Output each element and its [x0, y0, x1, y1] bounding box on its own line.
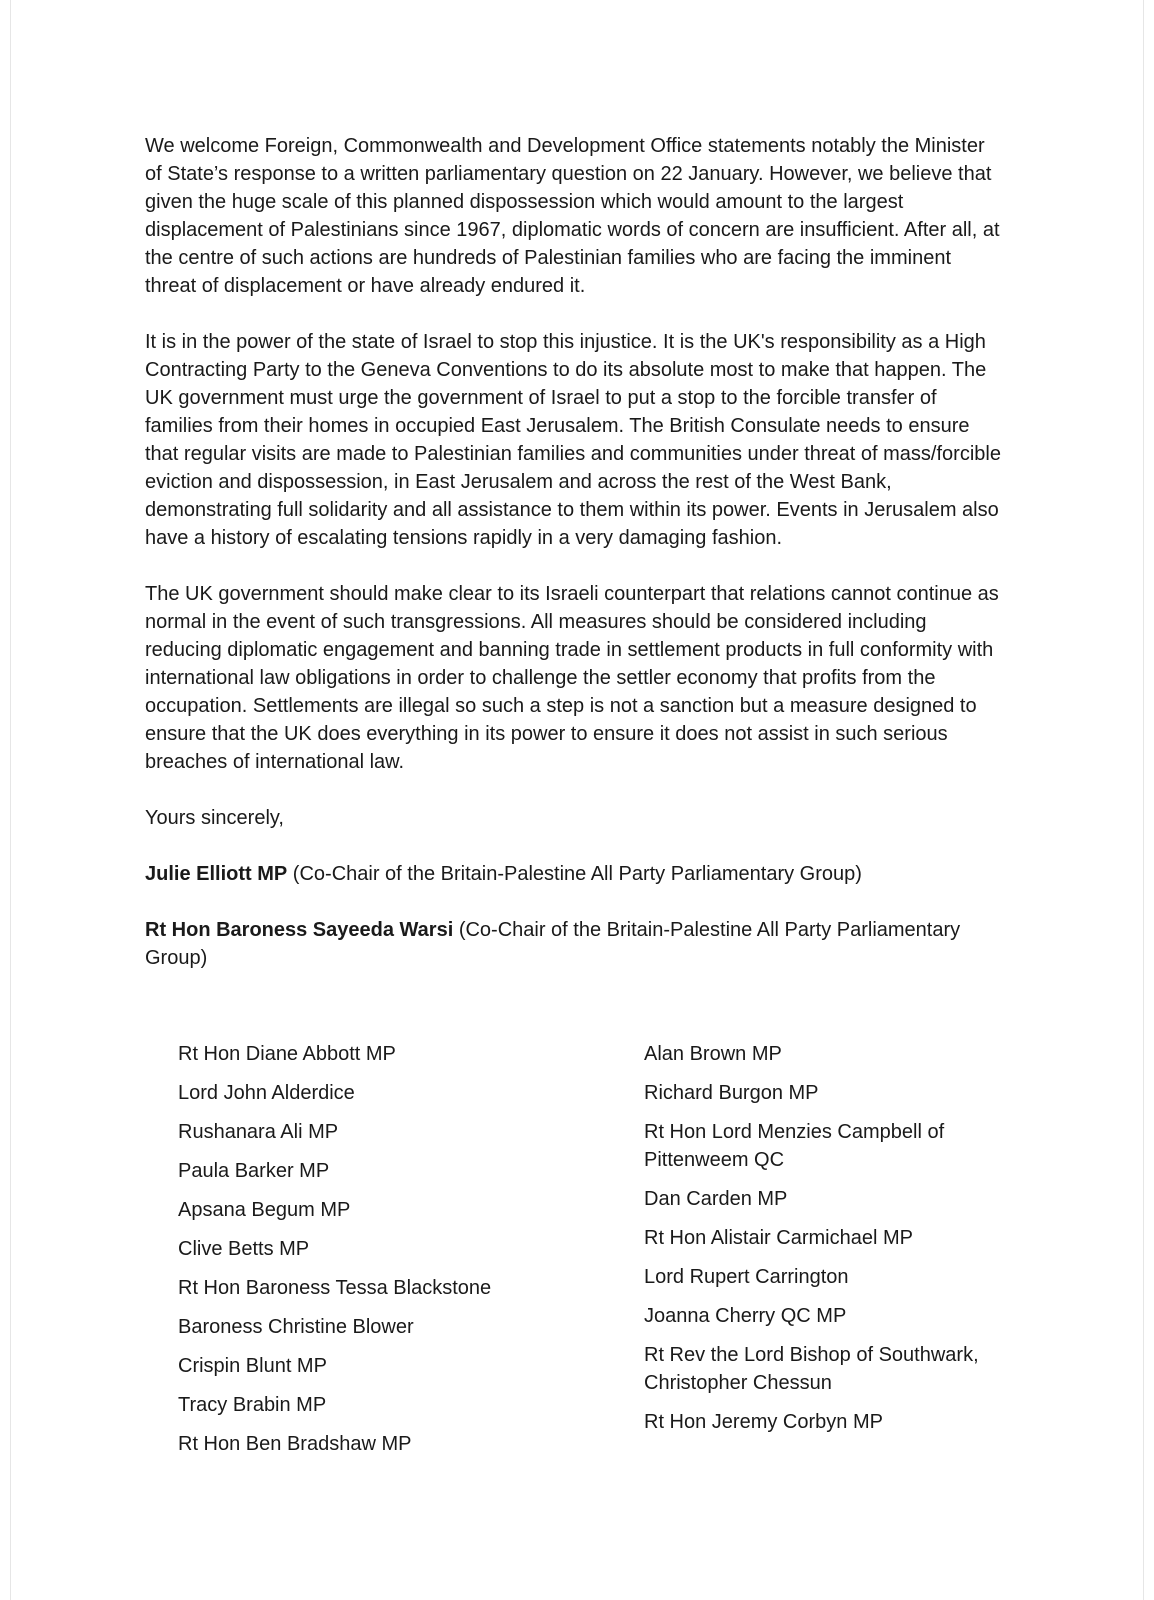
signatory: Rt Hon Diane Abbott MP: [178, 1043, 396, 1065]
letter-body: [145, 132, 1005, 1000]
closing-salutation: Yours sincerely,: [145, 807, 284, 829]
signature-role: (Co-Chair of the Britain-Palestine All Party Parliamentary Group): [287, 863, 862, 885]
signatory: Baroness Christine Blower: [178, 1316, 414, 1338]
signature-name: Julie Elliott MP: [145, 863, 288, 885]
signatory: Tracy Brabin MP: [178, 1394, 327, 1416]
signatory: Rt Hon Baroness Tessa Blackstone: [178, 1277, 492, 1299]
signatory: Rushanara Ali MP: [178, 1121, 339, 1143]
signature-sayeeda-warsi: [145, 916, 1005, 972]
signatory: Rt Hon Jeremy Corbyn MP: [644, 1411, 883, 1433]
signatory: Lord Rupert Carrington: [644, 1266, 849, 1288]
signatories-right-column: [644, 1040, 1024, 1447]
signatory: Dan Carden MP: [644, 1188, 788, 1210]
signatory: Alan Brown MP: [644, 1043, 782, 1065]
signatory: Crispin Blunt MP: [178, 1355, 327, 1377]
signature-julie-elliott: [145, 860, 1005, 888]
signatory: Paula Barker MP: [178, 1160, 330, 1182]
signatory: Joanna Cherry QC MP: [644, 1305, 847, 1327]
paragraph-3: The UK government should make clear to its Israeli counterpart that relations cannot continue as normal in the event of such transgressions. All measures should be considered including reducing diplomatic engagement and banning trade in settlement products in full conformity with international law obligations in order to challenge the settler economy that profits from the occupation. Settlements are illegal so such a step is not a sanction but a measure designed to ensure that the UK does everything in its power to ensure it does not assist in such serious breaches of international law.: [145, 583, 999, 773]
signatory: Lord John Alderdice: [178, 1082, 355, 1104]
signature-role: (Co-Chair of the Britain-Palestine All Party Parliamentary Group): [145, 919, 961, 969]
paragraph-1: We welcome Foreign, Commonwealth and Development Office statements notably the Minister of State’s response to a written parliamentary question on 22 January. However, we believe that given the huge scale of this planned dispossession which would amount to the largest displacement of Palestinians since 1967, diplomatic words of concern are insufficient. After all, at the centre of such actions are hundreds of Palestinian families who are facing the imminent threat of displacement or have already endured it.: [145, 135, 1000, 297]
signatories-left-column: [178, 1040, 598, 1469]
signatory: Clive Betts MP: [178, 1238, 310, 1260]
signatory: Rt Hon Alistair Carmichael MP: [644, 1227, 913, 1249]
signatory: Richard Burgon MP: [644, 1082, 819, 1104]
signatory: Rt Hon Ben Bradshaw MP: [178, 1433, 412, 1455]
signatory: Rt Hon Lord Menzies Campbell of Pittenweem QC: [644, 1121, 945, 1171]
signatory: Rt Rev the Lord Bishop of Southwark, Christopher Chessun: [644, 1344, 979, 1394]
signature-name: Rt Hon Baroness Sayeeda Warsi: [145, 919, 454, 941]
paragraph-2: It is in the power of the state of Israel to stop this injustice. It is the UK's responsibility as a High Contracting Party to the Geneva Conventions to do its absolute most to make that happen. The UK government must urge the government of Israel to put a stop to the forcible transfer of families from their homes in occupied East Jerusalem. The British Consulate needs to ensure that regular visits are made to Palestinian families and communities under threat of mass/forcible eviction and dispossession, in East Jerusalem and across the rest of the West Bank, demonstrating full solidarity and all assistance to them within its power. Events in Jerusalem also have a history of escalating tensions rapidly in a very damaging fashion.: [145, 331, 1001, 549]
signatory: Apsana Begum MP: [178, 1199, 351, 1221]
